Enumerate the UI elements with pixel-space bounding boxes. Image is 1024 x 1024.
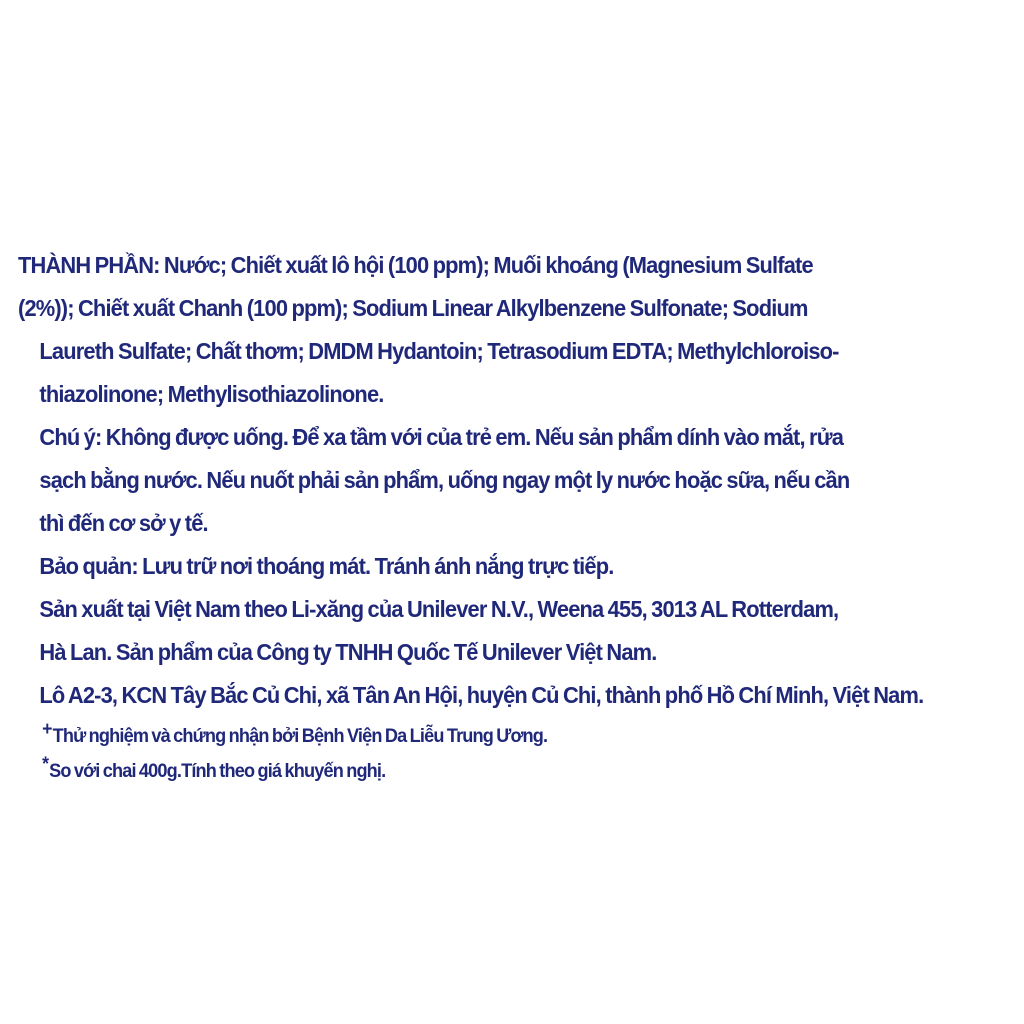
address-section	[18, 674, 1024, 717]
caution-line-text: Không được uống. Để xa tầm với của trẻ em. Nếu sản phẩm dính vào mắt, rửa	[101, 424, 844, 450]
storage-section	[18, 545, 1024, 588]
ingredients-line: thiazolinone; Methylisothiazolinone.	[39, 381, 384, 407]
caution-section	[18, 416, 1024, 545]
footnote-compared	[18, 754, 1024, 789]
footnotes	[18, 719, 1008, 789]
ingredients-line: (2%)); Chiết xuất Chanh (100 ppm); Sodium Linear Alkylbenzene Sulfonate; Sodium	[18, 295, 808, 321]
storage-heading: Bảo quản:	[39, 553, 138, 579]
ingredients-section	[18, 244, 1008, 416]
address-line: Lô A2-3, KCN Tây Bắc Củ Chi, xã Tân An Hội, huyện Củ Chi, thành phố Hồ Chí Minh, Việt Nam.	[39, 682, 924, 708]
manufacturer-line: Hà Lan. Sản phẩm của Công ty TNHH Quốc Tế Unilever Việt Nam.	[39, 639, 657, 665]
caution-heading: Chú ý:	[39, 424, 102, 450]
ingredients-line	[18, 244, 1008, 287]
manufacturer-section	[18, 588, 1024, 674]
manufacturer-line: Sản xuất tại Việt Nam theo Li-xăng của Unilever N.V., Weena 455, 3013 AL Rotterdam,	[39, 596, 839, 622]
caution-line: sạch bằng nước. Nếu nuốt phải sản phẩm, uống ngay một ly nước hoặc sữa, nếu cần	[39, 467, 850, 493]
storage-text: Lưu trữ nơi thoáng mát. Tránh ánh nắng trực tiếp.	[137, 553, 614, 579]
caution-line: thì đến cơ sở y tế.	[39, 510, 208, 536]
product-label-text	[18, 244, 1008, 789]
ingredients-heading: THÀNH PHẦN:	[18, 252, 160, 278]
ingredients-line-text: Nước; Chiết xuất lô hội (100 ppm); Muối khoáng (Magnesium Sulfate	[159, 252, 813, 278]
footnote-text: Thử nghiệm và chứng nhận bởi Bệnh Viện Da Liễu Trung Ương.	[52, 725, 548, 747]
footnote-text: So với chai 400g.Tính theo giá khuyến nghị.	[49, 760, 386, 782]
ingredients-line: Laureth Sulfate; Chất thơm; DMDM Hydantoin; Tetrasodium EDTA; Methylchloroiso-	[39, 338, 839, 364]
storage-line	[39, 545, 1024, 588]
caution-line	[39, 416, 1024, 459]
footnote-mark: +	[42, 719, 52, 740]
footnote-tested	[18, 719, 1024, 754]
footnote-mark: *	[42, 754, 49, 775]
